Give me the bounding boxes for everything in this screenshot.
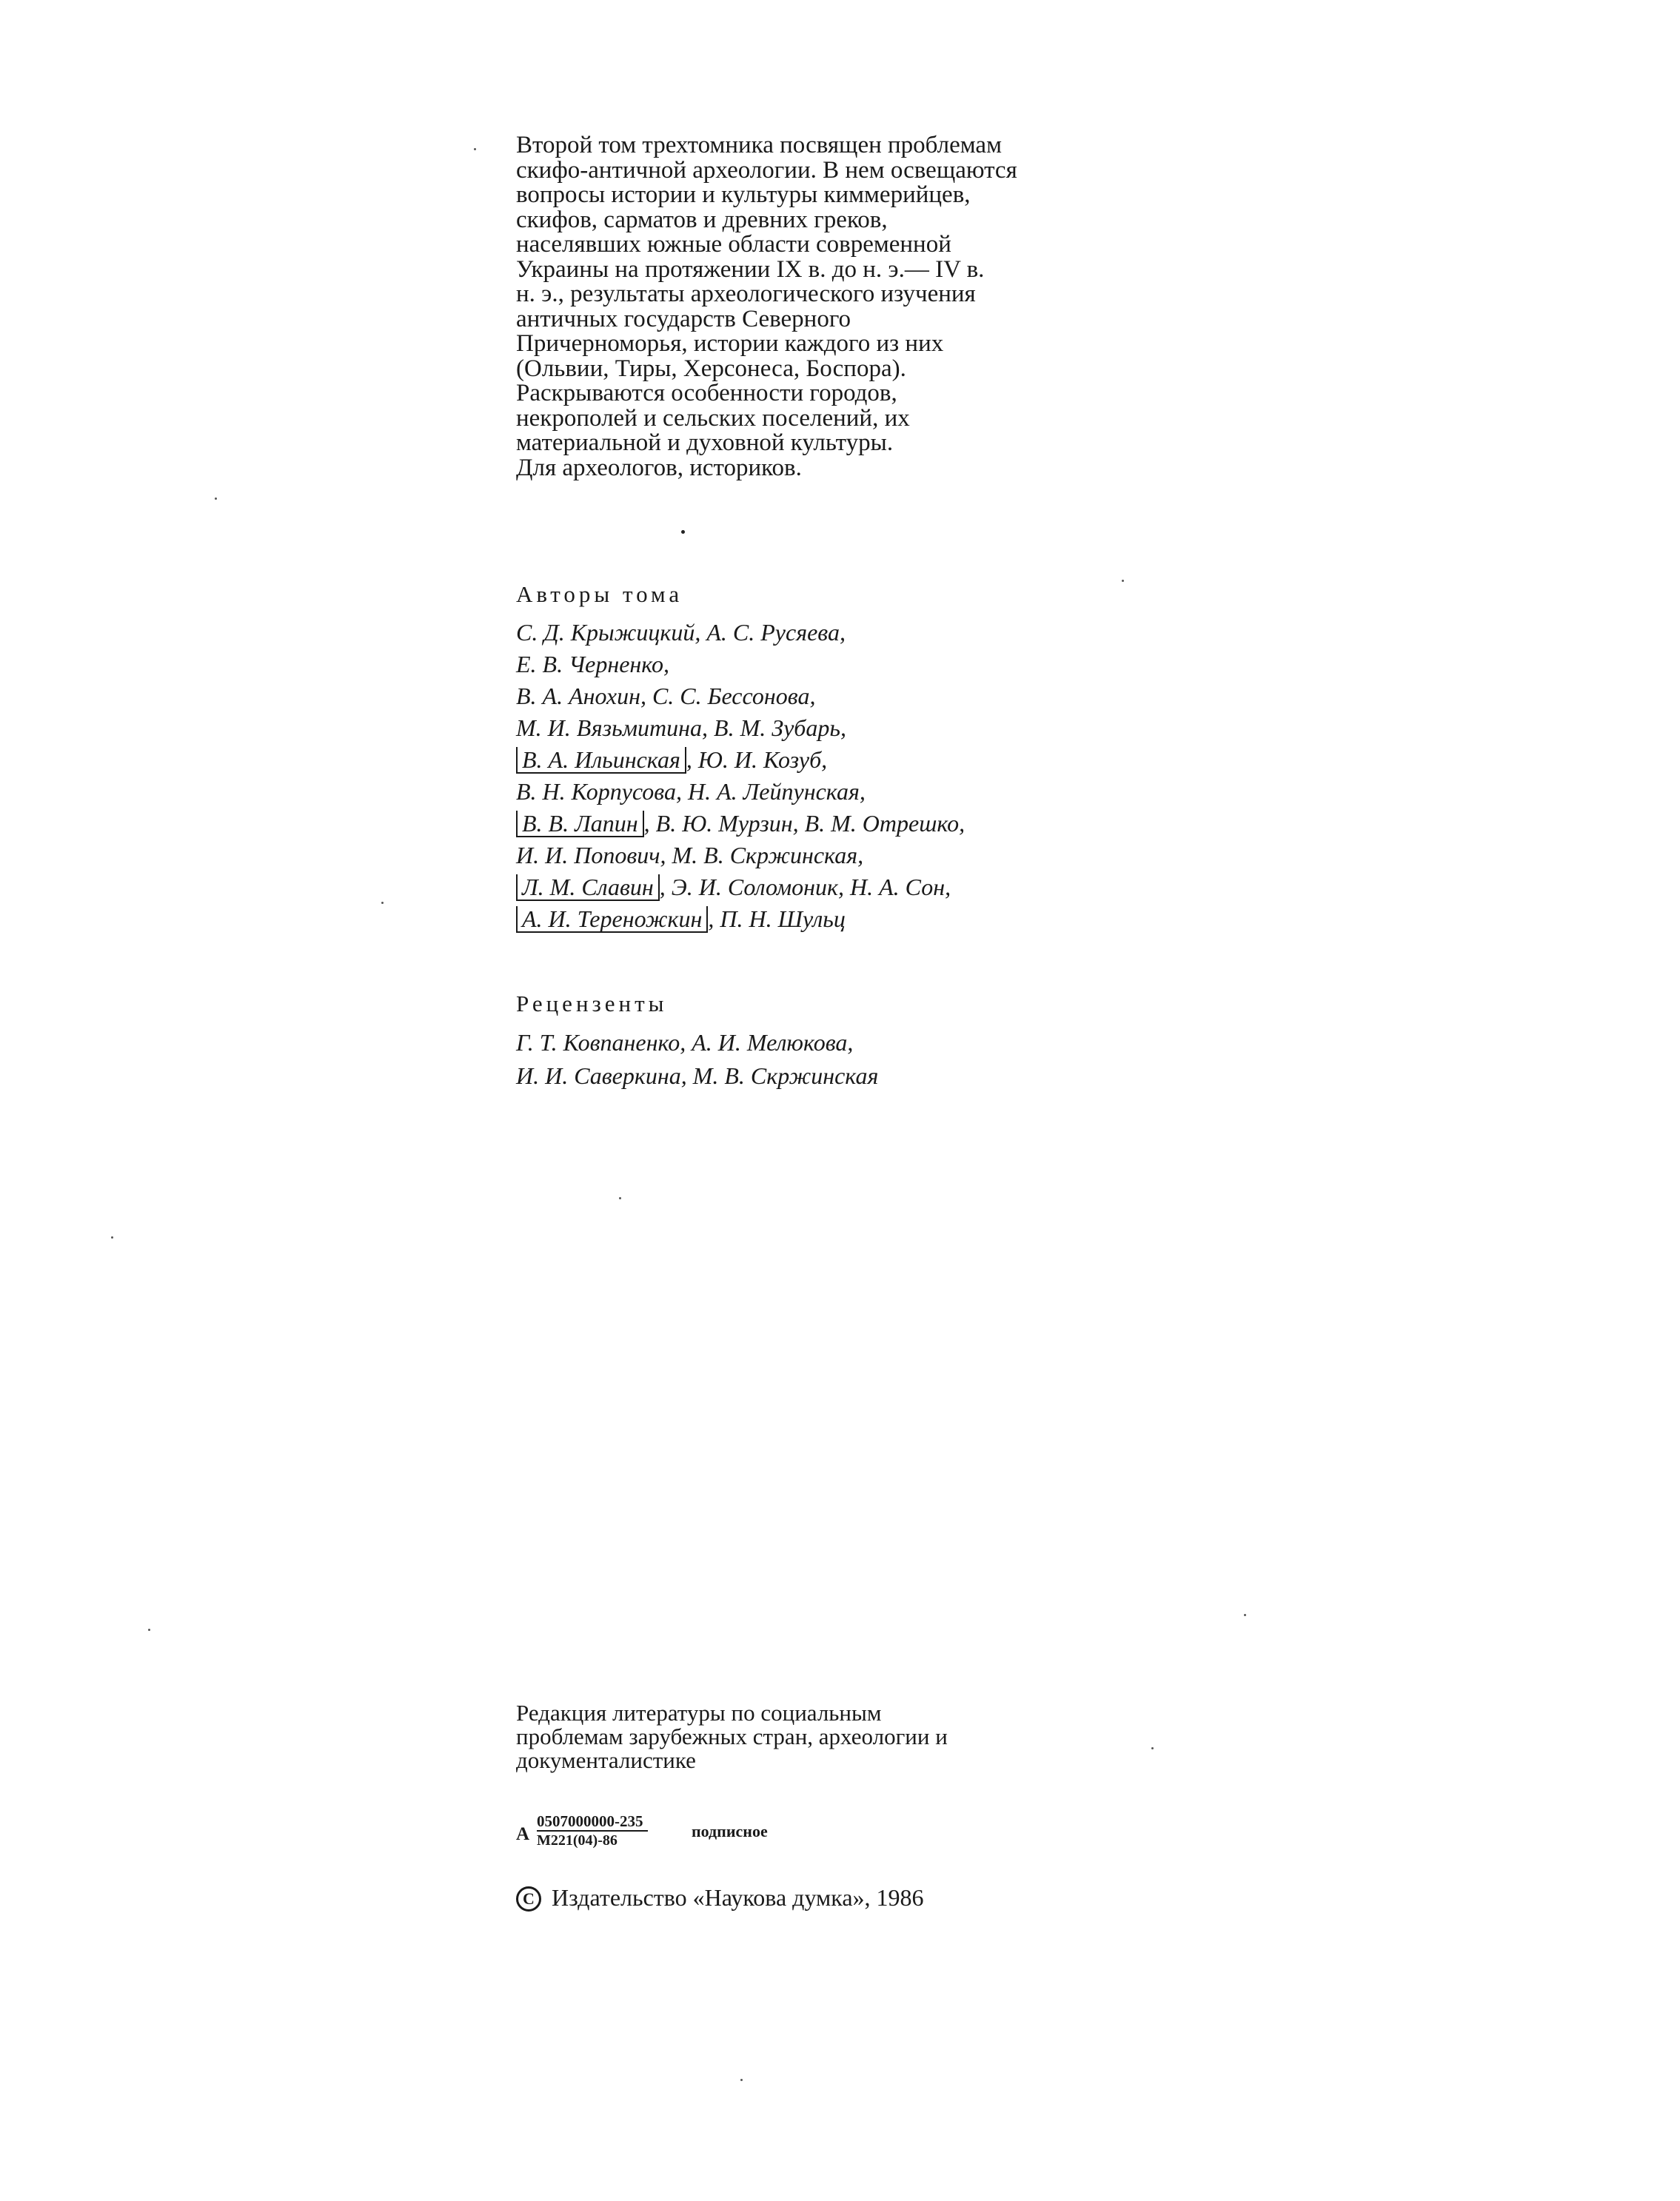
reviewer-line: И. И. Саверкина, М. В. Скржинская (516, 1062, 879, 1089)
author-line (516, 903, 965, 935)
scan-speck (111, 1236, 113, 1239)
author-line-rest: , П. Н. Шульц (708, 905, 846, 932)
deceased-author-frame: В. В. Лапин (516, 811, 644, 837)
deceased-author-frame: Л. М. Славин (516, 874, 660, 901)
abstract-line: материальной и духовной культуры. (516, 429, 894, 456)
authors-list (516, 617, 965, 935)
editorial-office (516, 1701, 948, 1772)
reviewers-list (516, 1026, 878, 1093)
abstract (516, 133, 1168, 480)
author-line: В. Н. Корпусова, Н. А. Лейпунская, (516, 778, 866, 805)
author-line (516, 744, 965, 776)
deceased-author-frame: В. А. Ильинская (516, 747, 686, 774)
author-line: С. Д. Крыжицкий, А. С. Русяева, (516, 619, 846, 646)
author-line-rest: , Э. И. Соломоник, Н. А. Сон, (659, 874, 951, 900)
abstract-line: Второй том трехтомника посвящен проблемам (516, 132, 1002, 158)
index-suffix: подписное (692, 1822, 768, 1840)
index-numerator: 0507000000-235 (537, 1812, 648, 1832)
reviewers-heading: Рецензенты (516, 991, 668, 1016)
scan-speck (1122, 580, 1124, 582)
copyright-text: Издательство «Наукова думка», 1986 (552, 1884, 924, 1911)
author-line-rest: , В. Ю. Мурзин, В. М. Отрешко, (643, 810, 966, 837)
index-letter: А (516, 1824, 530, 1844)
copyright (516, 1884, 924, 1912)
editorial-line: Редакция литературы по социальным (516, 1700, 882, 1726)
author-line: М. И. Вязьмитина, В. М. Зубарь, (516, 714, 846, 741)
abstract-line: Для археологов, историков. (516, 454, 802, 481)
scan-speck (1151, 1747, 1154, 1749)
reviewer-line: Г. Т. Ковпаненко, А. И. Мелюкова, (516, 1029, 854, 1056)
copyright-icon: C (516, 1886, 541, 1912)
abstract-line: Раскрываются особенности городов, (516, 380, 897, 406)
author-line: И. И. Попович, М. В. Скржинская, (516, 842, 864, 868)
deceased-author-frame: А. И. Тереножкин (516, 906, 708, 933)
author-line (516, 871, 965, 903)
author-line: Е. В. Черненко, (516, 651, 670, 677)
abstract-line: (Ольвии, Тиры, Херсонеса, Боспора). (516, 355, 906, 382)
author-line (516, 808, 965, 840)
author-line-rest: , Ю. И. Козуб, (686, 746, 828, 773)
authors-heading: Авторы тома (516, 581, 683, 607)
scan-speck (215, 498, 217, 500)
scan-speck (740, 2079, 743, 2081)
abstract-line: населявших южные области современной (516, 231, 951, 258)
scan-speck (1244, 1614, 1246, 1616)
editorial-line: документалистике (516, 1747, 696, 1773)
abstract-line: Украины на протяжении IX в. до н. э.— IV в. (516, 255, 985, 283)
editorial-line: проблемам зарубежных стран, археологии и (516, 1723, 948, 1749)
author-line: В. А. Анохин, С. С. Бессонова, (516, 683, 816, 709)
abstract-line: н. э., результаты археологического изучения (516, 281, 976, 307)
abstract-line: вопросы истории и культуры киммерийцев, (516, 181, 971, 208)
index-fraction (537, 1812, 648, 1849)
scan-speck (474, 148, 476, 150)
scan-speck (381, 902, 384, 904)
abstract-line: некрополей и сельских поселений, их (516, 404, 910, 432)
abstract-line: скифо-античной археологии. В нем освещаются (516, 156, 1017, 184)
index-denominator: М221(04)-86 (537, 1832, 618, 1849)
abstract-line: скифов, сарматов и древних греков, (516, 206, 888, 233)
scan-speck (681, 530, 685, 534)
abstract-line: античных государств Северного (516, 305, 851, 332)
scan-speck (148, 1629, 150, 1631)
scan-speck (619, 1197, 621, 1199)
abstract-line: Причерноморья, истории каждого из них (516, 330, 944, 357)
